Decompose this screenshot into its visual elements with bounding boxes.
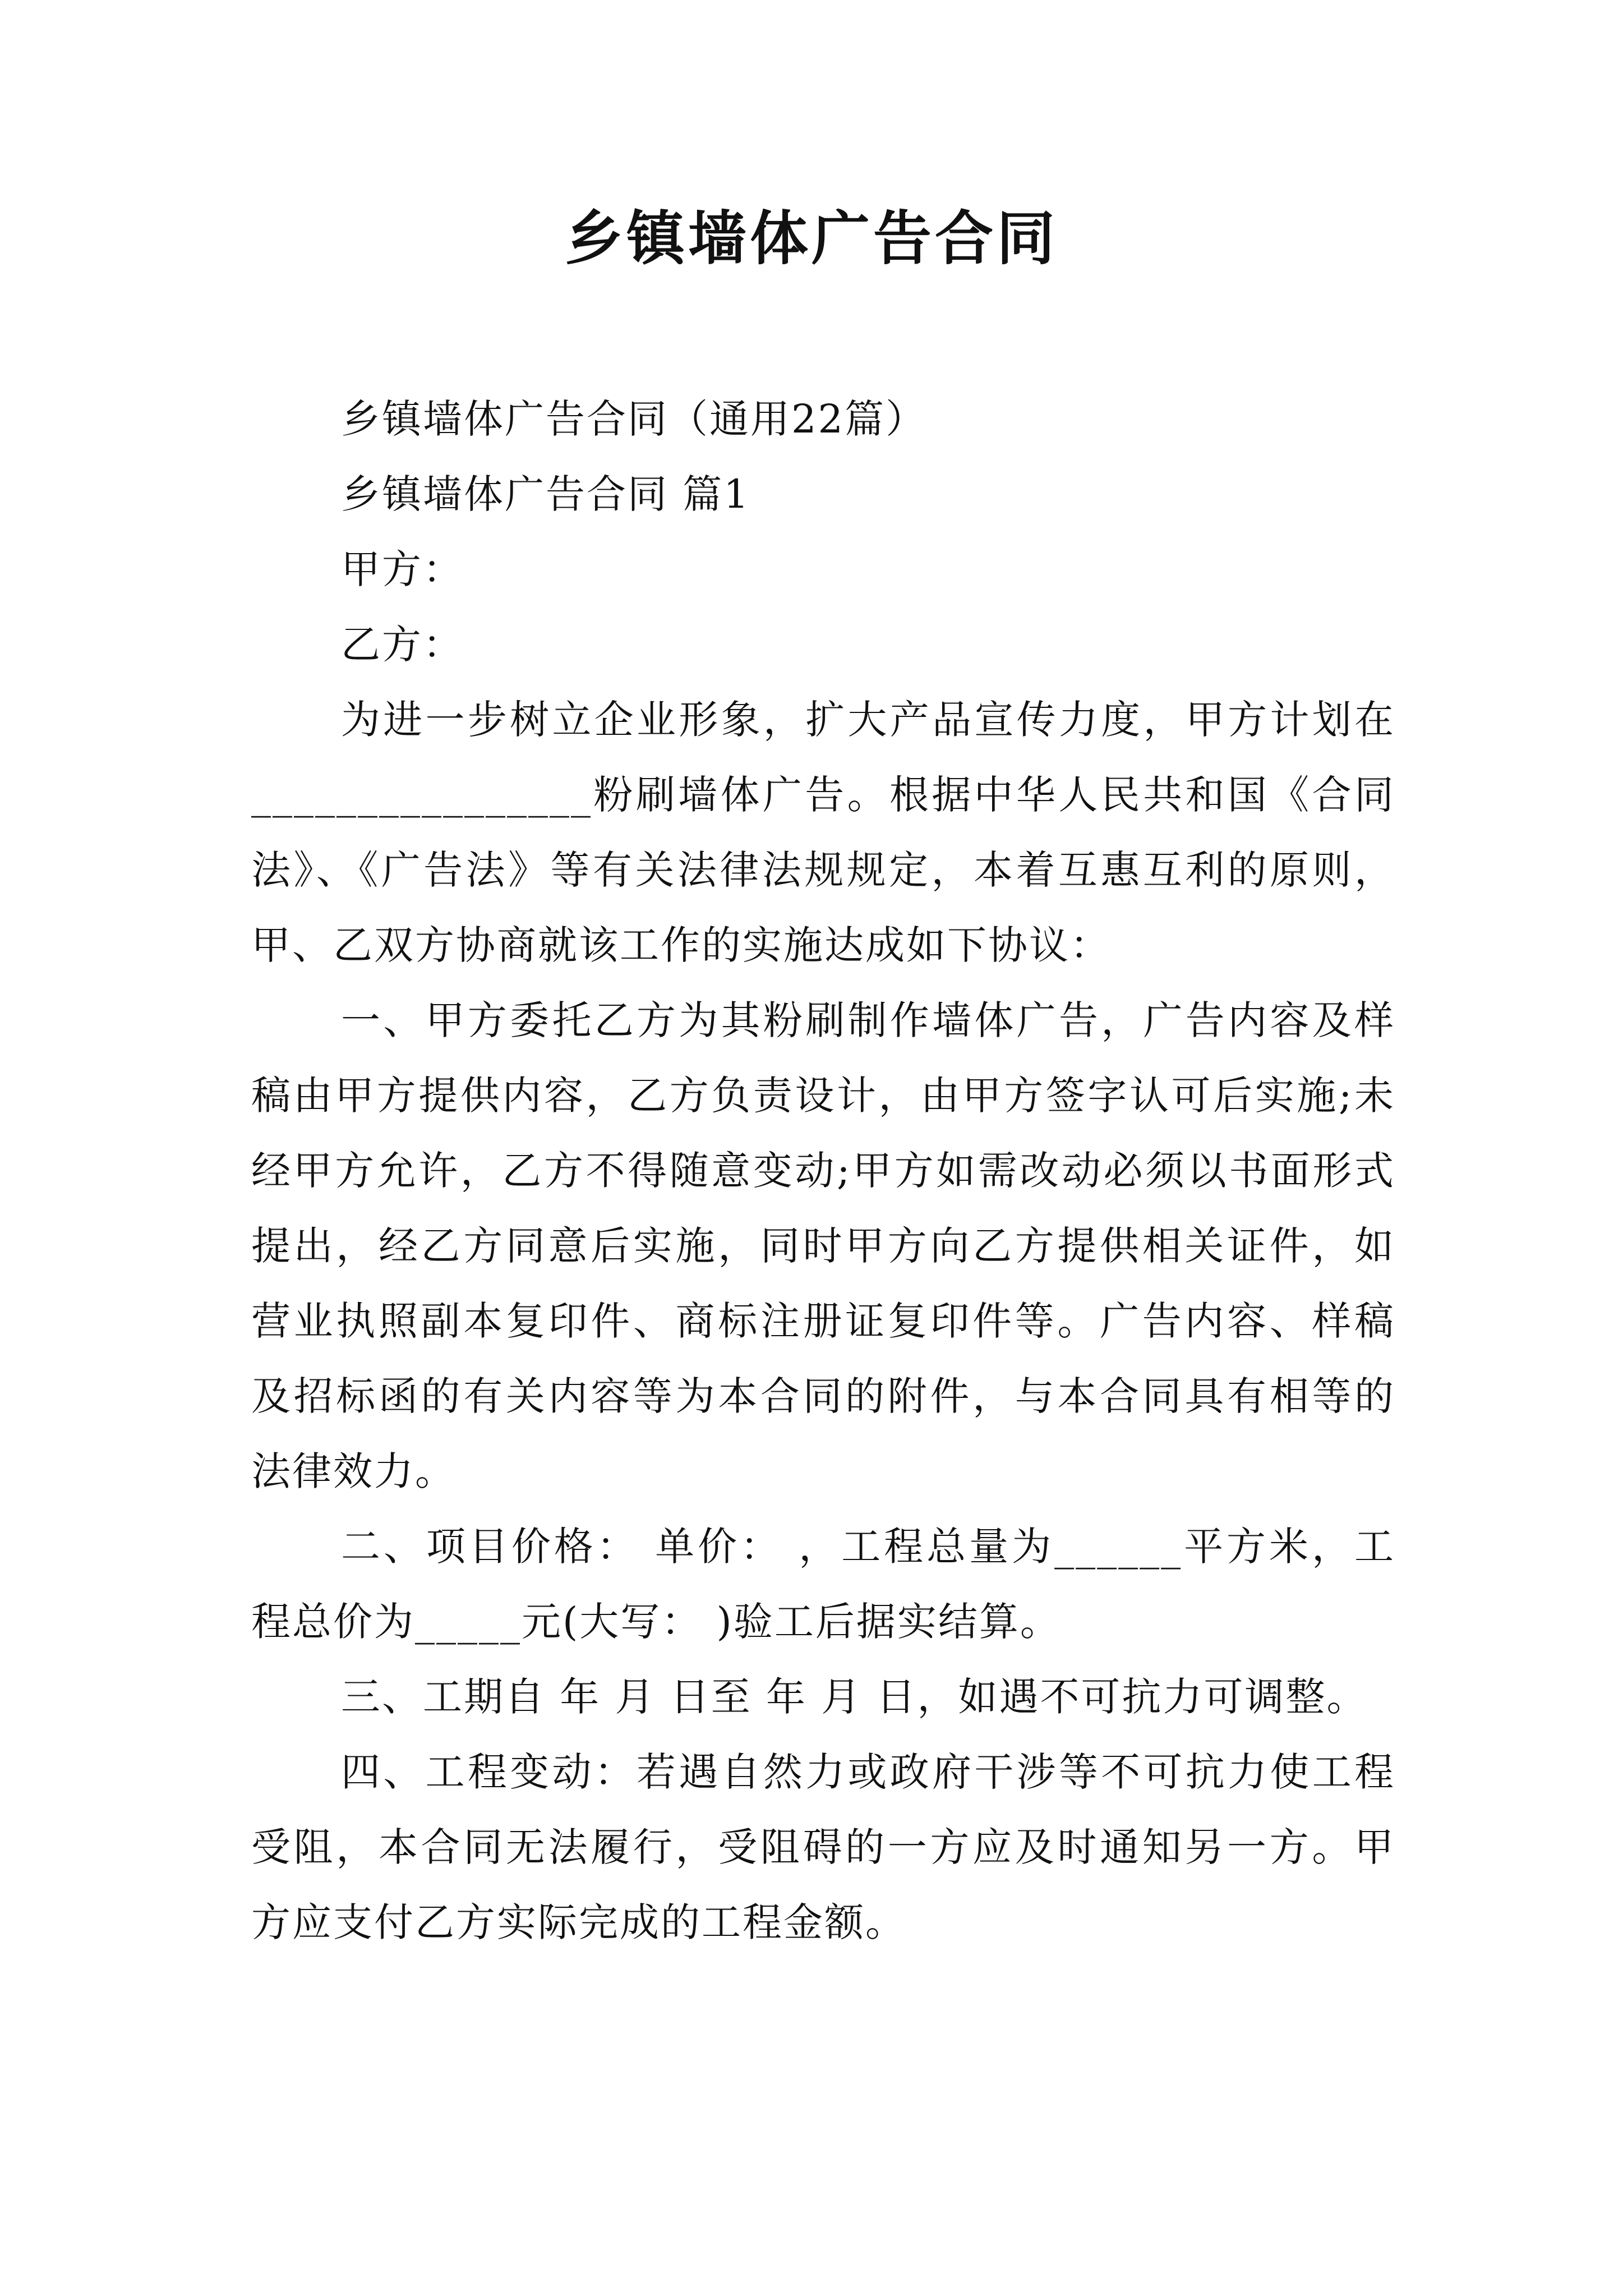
document-body — [251, 381, 1395, 1960]
section-heading: 乡镇墙体广告合同 篇1 — [341, 471, 750, 517]
party-b-line: 乙方： — [341, 622, 464, 668]
clause-3-paragraph: 三、工期自 年 月 日至 年 月 日，如遇不可抗力可调整。 — [341, 1674, 1368, 1720]
preamble-paragraph: 为进一步树立企业形象，扩大产品宣传力度，甲方计划在________________粉刷墙体广告。根据中华人民共和国《合同法》、《广告法》等有关法律法规规定，本着互惠互利的原则，甲、乙双方协商就该工作的实施达成如下协议： — [251, 697, 1395, 968]
clause-4-paragraph: 四、工程变动：若遇自然力或政府干涉等不可抗力使工程受阻，本合同无法履行，受阻碍的一方应及时通知另一方。甲方应支付乙方实际完成的工程金额。 — [251, 1749, 1395, 1945]
clause-1-paragraph: 一、甲方委托乙方为其粉刷制作墙体广告，广告内容及样稿由甲方提供内容，乙方负责设计，由甲方签字认可后实施;未经甲方允许，乙方不得随意变动;甲方如需改动必须以书面形式提出，经乙方同意后实施，同时甲方向乙方提供相关证件，如营业执照副本复印件、商标注册证复印件等。广告内容、样稿及招标函的有关内容等为本合同的附件，与本合同具有相等的法律效力。 — [251, 997, 1395, 1494]
clause-2-paragraph: 二、项目价格： 单价： ，工程总量为______平方米，工程总价为_____元(大写： )验工后据实结算。 — [251, 1524, 1395, 1645]
page-title: 乡镇墙体广告合同 — [564, 204, 1058, 273]
party-a-line: 甲方： — [341, 546, 464, 592]
document-subtitle: 乡镇墙体广告合同（通用22篇） — [341, 396, 927, 442]
